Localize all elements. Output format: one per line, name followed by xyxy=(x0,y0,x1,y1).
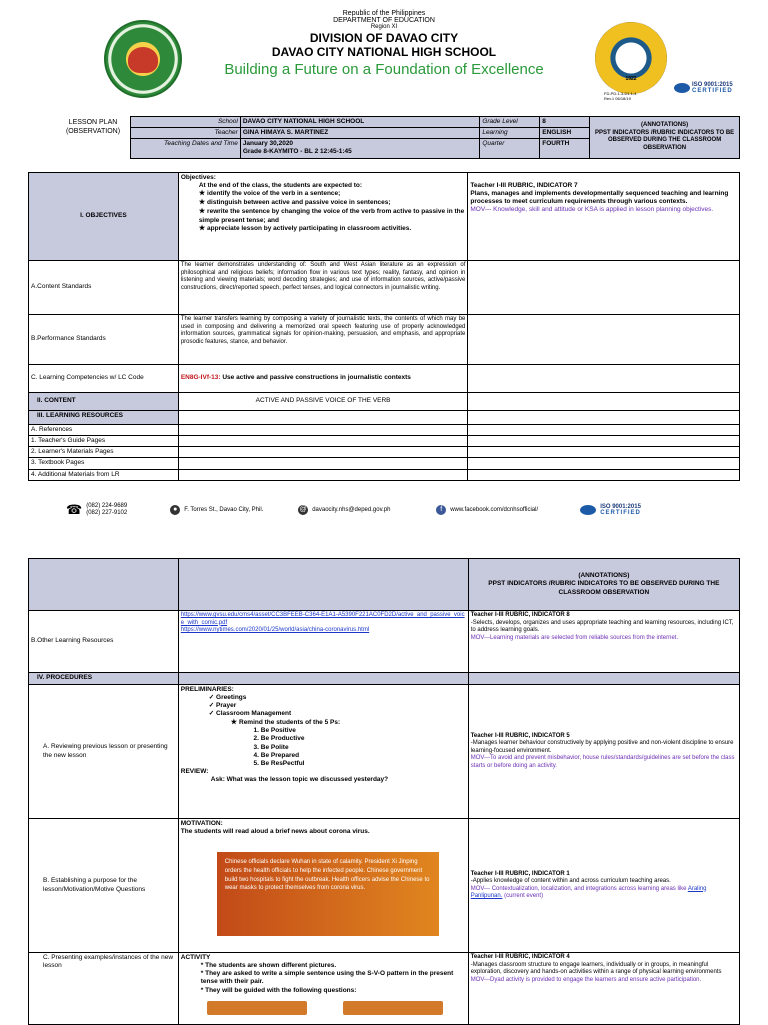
resources-cell xyxy=(178,411,468,425)
prelim-list xyxy=(181,694,466,718)
other-resources-rubric xyxy=(468,611,739,673)
activity-item xyxy=(201,970,466,986)
performance-standards-annotation xyxy=(468,315,740,365)
rubric-link[interactable]: Araling Panlipunan. xyxy=(470,885,707,899)
grade-level-label: Grade Level xyxy=(480,117,540,128)
iso-icon xyxy=(674,83,690,93)
iso-badge-top xyxy=(674,82,733,94)
five-ps-item: 4. Be Prepared xyxy=(261,752,466,760)
annotations-header xyxy=(468,559,739,611)
rubric-body: -Applies knowledge of content within and across curriculum teaching areas. xyxy=(470,878,671,884)
ref-row-annotation xyxy=(468,458,740,469)
remind-list xyxy=(181,719,466,728)
iso-text: ISO 9001:2015 xyxy=(600,504,641,510)
dates-value: January 30,2020 xyxy=(242,140,294,148)
doc-code xyxy=(604,92,636,102)
resources-label: III. LEARNING RESOURCES xyxy=(29,411,179,425)
rubric-body: -Selects, develops, organizes and uses appropriate teaching and learning resources, including ICT, to address learning goals. xyxy=(470,619,734,633)
asterisk-icon: * xyxy=(200,962,206,970)
annotations-title: (ANNOTATIONS) xyxy=(641,122,689,129)
other-resources-label: B.Other Learning Resources xyxy=(29,611,179,673)
quarter-value: FOURTH xyxy=(540,139,590,158)
annotations-title: (ANNOTATIONS) xyxy=(578,572,630,580)
competencies-label: C. Learning Competencies w/ LC Code xyxy=(29,365,179,393)
resource-link[interactable]: https://www.gvsu.edu/cms4/asset/CC3BFEEB-C364-E1A1-A5390F221AC0FD2D/active_and_passive_voice_with_comic.pdf xyxy=(180,612,465,626)
iso-icon xyxy=(580,505,596,515)
objectives-list xyxy=(181,190,466,233)
page-footer xyxy=(66,502,726,518)
objective-item: ★ appreciate lesson by actively participating in classroom activities. xyxy=(199,225,466,234)
review-text: Ask: What was the lesson topic we discussed yesterday? xyxy=(210,776,389,783)
rubric-mov: MOV--- Contextualization, localization, and integrations across learning areas like xyxy=(470,885,687,892)
ref-row-value xyxy=(178,425,468,436)
five-ps-list xyxy=(181,727,466,768)
competencies-annotation xyxy=(468,365,740,393)
remind-text: ★ Remind the students of the 5 Ps: xyxy=(231,719,466,728)
rubric-title: Teacher I-III RUBRIC, INDICATOR 7 xyxy=(470,182,578,189)
annotations-header xyxy=(590,117,740,159)
step-b-label: B. Establishing a purpose for the lesson/Motivation/Motive Questions xyxy=(29,819,179,953)
rubric-body: Plans, manages and implements developmentally sequenced teaching and learning processes to meet curriculum requirements through various contexts. xyxy=(470,190,729,206)
prelim-item: ✓ Prayer xyxy=(209,702,466,710)
rubric-title: Teacher I-III RUBRIC, INDICATOR 4 xyxy=(470,954,570,960)
facebook-text: www.facebook.com/dcnhsofficial/ xyxy=(450,507,539,513)
ref-row-value xyxy=(178,469,468,480)
ref-row-annotation xyxy=(468,469,740,480)
phone-text: (082) 224-9689 (082) 227-9102 xyxy=(86,502,128,516)
doc-code-text: FD-PD-1.3-D1.1-4 xyxy=(604,91,637,96)
header-republic: Republic of the Philippines xyxy=(342,10,426,17)
teacher-label: Teacher xyxy=(131,128,241,139)
content-annotation xyxy=(468,393,740,411)
blank-header xyxy=(29,559,179,611)
competency-text: Use active and passive constructions in journalistic contexts xyxy=(222,374,411,382)
prelim-item: ✓ Greetings xyxy=(209,694,466,702)
performance-standards-label: B.Performance Standards xyxy=(29,315,179,365)
teacher-value: GINA HIMAYA S. MARTINEZ xyxy=(240,128,480,139)
resource-link[interactable]: https://www.nytimes.com/2020/01/25/world/asia/china-coronavirus.html xyxy=(180,627,370,633)
motivation-head: MOTIVATION: xyxy=(180,820,223,827)
competency-code: EN8G-IVf-13: xyxy=(180,374,221,382)
info-table xyxy=(130,116,740,159)
step-a-label: A. Reviewing previous lesson or presenting the new lesson xyxy=(29,685,179,819)
content-standards-annotation xyxy=(468,261,740,315)
procedures-label: IV. PROCEDURES xyxy=(29,673,179,685)
five-ps-item: 1. Be Positive xyxy=(261,727,466,735)
header-division: DIVISION OF DAVAO CITY xyxy=(309,31,459,45)
ref-row-label: 1. Teacher's Guide Pages xyxy=(29,436,179,447)
ref-row-value xyxy=(178,436,468,447)
learning-area-value: ENGLISH xyxy=(540,128,590,139)
objective-item: ★ distinguish between active and passive voice in sentences; xyxy=(199,199,466,208)
step-c-rubric xyxy=(468,953,739,1025)
content-label: II. CONTENT xyxy=(29,393,179,411)
activity-picture xyxy=(207,1001,307,1015)
annotations-sub: PPST INDICATORS /RUBRIC INDICATORS TO BE OBSERVED DURING THE CLASSROOM OBSERVATION xyxy=(595,129,735,151)
activity-picture xyxy=(343,1001,443,1015)
rubric-mov: MOV---Learning materials are selected from reliable sources from the internet. xyxy=(470,634,679,641)
objectives-intro: At the end of the class, the students are expected to: xyxy=(198,182,363,190)
quarter-label: Quarter xyxy=(480,139,540,158)
rubric-body: -Manages classroom structure to engage learners, individually or in groups, in meaningful exploration, discovery and hands-on activities within a range of physical learning environments xyxy=(470,961,722,975)
rubric-mov: MOV---Dyad activity is provided to engage the learners and ensure active participation. xyxy=(470,976,702,983)
objective-item: ★ rewrite the sentence by changing the voice of the verb from active to passive in the simple present tense; and xyxy=(199,208,466,225)
objectives-cell xyxy=(178,173,468,261)
iso-text: ISO 9001:2015 xyxy=(692,82,733,88)
learning-area-label: Learning xyxy=(480,128,540,139)
facebook-icon: f xyxy=(436,505,446,515)
rubric-body: -Manages learner behaviour constructively by applying positive and non-violent discipline to ensure learning-focused environment. xyxy=(470,740,734,754)
objectives-label: I. OBJECTIVES xyxy=(29,173,179,261)
header-department: DEPARTMENT OF EDUCATION xyxy=(333,17,435,24)
step-a-rubric xyxy=(468,685,739,819)
dates-cell xyxy=(240,139,480,158)
page-header xyxy=(0,10,768,78)
performance-standards-text: The learner transfers learning by composing a variety of journalistic texts, the contents of which may be used in composing and delivering a memorized oral speech featuring use of properly acknowledged information sources, grammatical signals for opinion-making, persuasion, and emphasis, and appropriate prosodic features, stance, and behavior. xyxy=(178,315,468,365)
ref-row-label: 2. Learner's Materials Pages xyxy=(29,447,179,458)
rubric-title: Teacher I-III RUBRIC, INDICATOR 1 xyxy=(470,870,570,877)
doc-rev-text: Rev.1 06/18/19 xyxy=(604,95,631,101)
step-b-rubric xyxy=(468,819,739,953)
rubric-title: Teacher I-III RUBRIC, INDICATOR 5 xyxy=(470,732,570,739)
ref-row-label: A. References xyxy=(29,425,179,436)
content-value: ACTIVE AND PASSIVE VOICE OF THE VERB xyxy=(178,393,468,411)
rubric-mov: MOV---To avoid and prevent misbehavior, house rules/standards/guidelines are set before the class starts or before doing an activity. xyxy=(470,755,735,769)
activity-item xyxy=(201,987,466,995)
blank-header xyxy=(178,559,468,611)
grade-section-value: Grade 8-KAYMITO - BL 2 12:45-1:45 xyxy=(242,148,352,156)
objective-item: ★ identify the voice of the verb in a sentence; xyxy=(199,190,466,199)
lesson-plan-table-page2 xyxy=(28,558,740,1025)
email-icon: @ xyxy=(299,506,307,513)
iso-sub-text: CERTIFIED xyxy=(692,88,733,94)
ref-row-label: 4. Additional Materials from LR xyxy=(29,469,179,480)
email-text: davaocity.nhs@deped.gov.ph xyxy=(312,507,391,513)
dates-label: Teaching Dates and Time xyxy=(131,139,241,158)
objectives-rubric xyxy=(468,173,740,261)
lesson-plan-table xyxy=(28,172,740,481)
iso-sub-text: CERTIFIED xyxy=(600,510,641,516)
activity-item-text: The students are shown different pictures. xyxy=(205,962,337,970)
school-seal-year: 1922 xyxy=(625,76,637,82)
ref-row-annotation xyxy=(468,436,740,447)
motivation-text: The students will read aloud a brief news about corona virus. xyxy=(180,828,370,836)
five-ps-item: 3. Be Polite xyxy=(261,744,466,752)
activity-item-text: They are asked to write a simple sentence using the S-V-O pattern in the present tense with their pair. xyxy=(200,970,454,986)
step-c-label: C. Presenting examples/instances of the new lesson xyxy=(29,953,179,1025)
school-label: School xyxy=(131,117,241,128)
procedures-cell xyxy=(178,673,468,685)
lesson-plan-label: LESSON PLAN (OBSERVATION) xyxy=(65,119,121,136)
prelim-head: PRELIMINARIES: xyxy=(180,686,234,693)
address-text: F. Torres St., Davao City, Phil. xyxy=(184,507,264,513)
competencies-cell xyxy=(178,365,468,393)
rubric-title: Teacher I-III RUBRIC, INDICATOR 8 xyxy=(470,612,570,618)
rubric-mov-cell xyxy=(471,886,737,901)
five-ps-item: 5. Be ResPectful xyxy=(261,760,466,768)
activity-head: ACTIVITY xyxy=(180,954,211,961)
news-image: Chinese officials declare Wuhan in state of calamity. President Xi Jinping orders the health officials to help the infected people. Chinese government build two hospitals to fight the outbreak. Health officers advise the Chinese to wear masks to protect themselves from corona virus. xyxy=(217,852,439,936)
asterisk-icon: * xyxy=(200,986,206,994)
activity-list xyxy=(181,962,466,995)
ref-row-label: 3. Textbook Pages xyxy=(29,458,179,469)
prelim-item: ✓ Classroom Management xyxy=(209,710,466,718)
rubric-mov: MOV--- Knowledge, skill and attitude or KSA is applied in lesson planning objectives. xyxy=(470,206,714,214)
school-value: DAVAO CITY NATIONAL HIGH SCHOOL xyxy=(240,117,480,128)
step-c-cell xyxy=(178,953,468,1025)
content-standards-text: The learner demonstrates understanding of: South and West Asian literature as an expression of philosophical and religious beliefs; information flow in various text types; reality, fantasy, and opinion in listening and viewing materials; word decoding strategies; and use of information sources, active/passive constructions, direct/reported speech, perfect tenses, and logical connectors in journalistic writing. xyxy=(178,261,468,315)
other-resources-links xyxy=(178,611,468,673)
step-a-cell xyxy=(178,685,468,819)
annotations-sub: PPST INDICATORS /RUBRIC INDICATORS TO BE OBSERVED DURING THE CLASSROOM OBSERVATION xyxy=(488,580,720,596)
grade-level-value: 8 xyxy=(540,117,590,128)
step-b-cell xyxy=(178,819,468,953)
procedures-annotation xyxy=(468,673,739,685)
content-standards-label: A.Content Standards xyxy=(29,261,179,315)
five-ps-item: 2. Be Productive xyxy=(261,735,466,743)
review-head: REVIEW: xyxy=(180,767,209,775)
objectives-head: Objectives: xyxy=(180,174,216,181)
rubric-tail: (current event) xyxy=(504,893,544,899)
ref-row-value xyxy=(178,447,468,458)
asterisk-icon: * xyxy=(200,970,206,978)
header-motto: Building a Future on a Foundation of Excellence xyxy=(224,61,544,78)
header-school: DAVAO CITY NATIONAL HIGH SCHOOL xyxy=(271,45,497,59)
ref-row-annotation xyxy=(468,425,740,436)
ref-row-value xyxy=(178,458,468,469)
header-region: Region XI xyxy=(370,24,398,30)
activity-item-text: They will be guided with the following questions: xyxy=(205,986,357,994)
resources-annotation xyxy=(468,411,740,425)
phone-icon: ☎ xyxy=(66,502,83,517)
activity-item xyxy=(201,962,466,970)
ref-row-annotation xyxy=(468,447,740,458)
location-icon: ● xyxy=(170,505,180,515)
